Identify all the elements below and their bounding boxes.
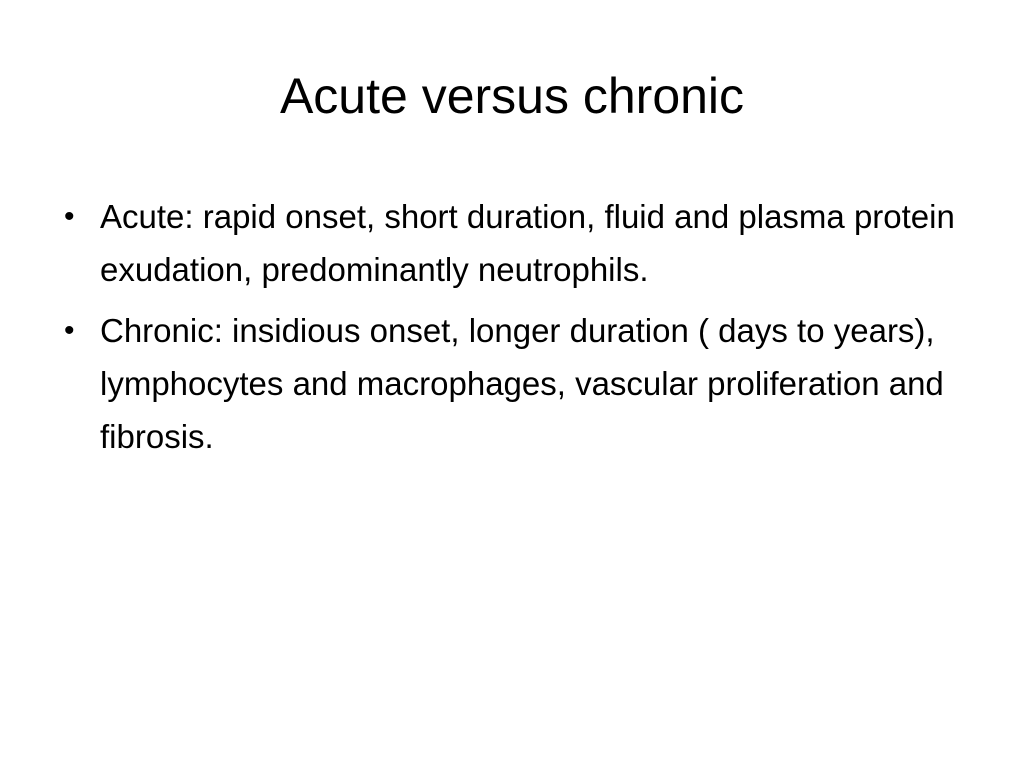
slide-title: Acute versus chronic bbox=[279, 68, 745, 124]
bullet-item-chronic bbox=[60, 304, 980, 463]
bullet-text-chronic: Chronic: insidious onset, longer duration ( days to years), lymphocytes and macrophages, vascular proliferation and fibrosis. bbox=[100, 312, 944, 455]
bullet-dot-icon: • bbox=[64, 200, 75, 233]
bullet-dot-icon: • bbox=[64, 314, 75, 347]
bullet-list bbox=[60, 190, 980, 471]
bullet-text-acute: Acute: rapid onset, short duration, fluid and plasma protein exudation, predominantly neutrophils. bbox=[100, 198, 955, 288]
bullet-item-acute bbox=[60, 190, 980, 296]
